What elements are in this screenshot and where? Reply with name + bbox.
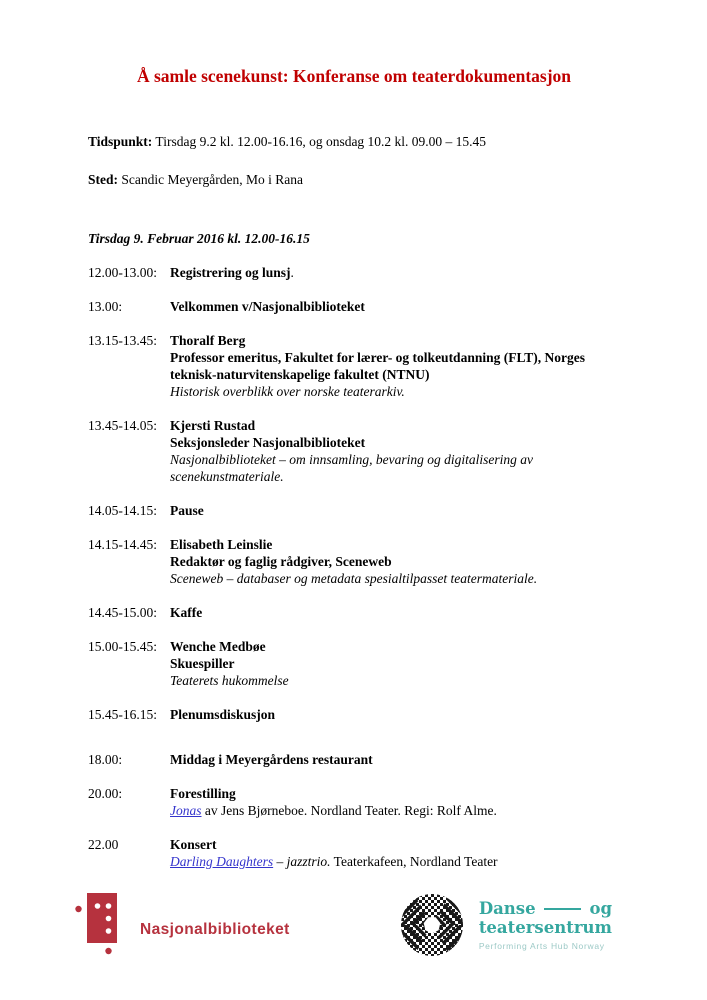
speaker-name: Kjersti Rustad <box>170 418 256 433</box>
dts-logo-line2: teatersentrum <box>478 918 612 937</box>
dts-logo-line1 <box>479 899 612 918</box>
schedule-row-berg <box>88 332 620 400</box>
schedule-title: Kaffe <box>170 605 203 620</box>
schedule-time: 12.00-13.00: <box>88 265 157 280</box>
darling-daughters-link[interactable]: Darling Daughters <box>170 854 274 869</box>
schedule-time: 18.00: <box>88 752 123 767</box>
schedule-row-registration <box>88 264 620 281</box>
event-detail-line <box>170 802 620 819</box>
schedule-title-suffix: . <box>290 265 294 280</box>
schedule-row-leinslie <box>88 536 620 587</box>
dts-word-og: og <box>589 899 612 918</box>
schedule-title: Pause <box>170 503 204 518</box>
schedule-title: Forestilling <box>170 786 236 801</box>
jonas-link[interactable]: Jonas <box>170 803 202 818</box>
schedule-time: 13.45-14.05: <box>88 418 157 433</box>
speaker-role: Seksjonsleder Nasjonalbiblioteket <box>170 435 366 450</box>
meta-place-label: Sted: <box>88 172 118 187</box>
schedule-title-text: Registrering og lunsj <box>170 265 291 280</box>
speaker-role: Professor emeritus, Fakultet for lærer- og tolkeutdanning (FLT), Norges teknisk-naturvitenskapelige fakultet (NTNU) <box>170 350 585 382</box>
schedule-title: Plenumsdiskusjon <box>170 707 276 722</box>
dash-line <box>544 908 582 910</box>
schedule-time: 20.00: <box>88 786 123 801</box>
schedule-row-pause <box>88 502 620 519</box>
schedule-time: 22.00 <box>88 837 119 852</box>
schedule-time: 15.00-15.45: <box>88 639 157 654</box>
talk-description: Sceneweb – databaser og metadata spesialtilpasset teatermateriale. <box>170 571 538 586</box>
schedule-row-middag <box>88 751 620 768</box>
talk-description: Historisk overblikk over norske teaterarkiv. <box>170 384 405 399</box>
danse-teatersentrum-logo <box>401 894 612 960</box>
meta-place-value: Scandic Meyergården, Mo i Rana <box>118 172 303 187</box>
page-title: Å samle scenekunst: Konferanse om teaterdokumentasjon <box>136 66 572 86</box>
speaker-name: Wenche Medbøe <box>170 639 266 654</box>
schedule-row-rustad <box>88 417 620 485</box>
talk-description: Nasjonalbiblioteket – om innsamling, bevaring og digitalisering av scenekunstmateriale. <box>170 452 533 484</box>
speaker-name: Thoralf Berg <box>170 333 246 348</box>
schedule-time: 15.45-16.15: <box>88 707 157 722</box>
schedule-title: Konsert <box>170 837 217 852</box>
speaker-role: Skuespiller <box>170 656 235 671</box>
talk-description: Teaterets hukommelse <box>170 673 289 688</box>
schedule-time: 13.15-13.45: <box>88 333 157 348</box>
nasjonalbiblioteket-logo-icon <box>74 887 124 967</box>
schedule-row-welcome <box>88 298 620 315</box>
footer-logos <box>88 887 620 967</box>
speaker-role: Redaktør og faglig rådgiver, Sceneweb <box>170 554 392 569</box>
meta-time-label: Tidspunkt: <box>88 134 153 149</box>
nasjonalbiblioteket-logo-text: Nasjonalbiblioteket <box>140 921 290 938</box>
schedule-row-forestilling <box>88 785 620 819</box>
event-detail-text: av Jens Bjørneboe. Nordland Teater. Regi: Rolf Alme. <box>201 803 497 818</box>
schedule-row-medboe <box>88 638 620 689</box>
woven-circle-icon <box>401 894 463 960</box>
speaker-name: Elisabeth Leinslie <box>170 537 273 552</box>
nasjonalbiblioteket-logo <box>74 887 290 967</box>
schedule-row-kaffe <box>88 604 620 621</box>
dts-logo-tagline: Performing Arts Hub Norway <box>478 941 605 951</box>
session-heading: Tirsdag 9. Februar 2016 kl. 12.00-16.15 <box>88 231 310 246</box>
schedule-row-konsert <box>88 836 620 870</box>
schedule-time: 14.15-14.45: <box>88 537 157 552</box>
schedule-title: Velkommen v/Nasjonalbiblioteket <box>170 299 365 314</box>
danse-teatersentrum-logo-text <box>479 899 612 951</box>
schedule-time: 13.00: <box>88 299 123 314</box>
event-detail-line <box>170 853 620 870</box>
schedule-title <box>170 264 620 281</box>
meta-time <box>88 133 620 150</box>
meta-place <box>88 171 620 188</box>
schedule-list <box>88 264 620 870</box>
dts-word-danse: Danse <box>478 899 536 918</box>
schedule-row-plenum <box>88 706 620 723</box>
schedule-title: Middag i Meyergårdens restaurant <box>170 752 373 767</box>
schedule-time: 14.45-15.00: <box>88 605 157 620</box>
meta-time-value: Tirsdag 9.2 kl. 12.00-16.16, og onsdag 10.2 kl. 09.00 – 15.45 <box>152 134 487 149</box>
event-detail-text: Teaterkafeen, Nordland Teater <box>330 854 498 869</box>
schedule-time: 14.05-14.15: <box>88 503 157 518</box>
event-detail-italic: – jazztrio. <box>273 854 331 869</box>
